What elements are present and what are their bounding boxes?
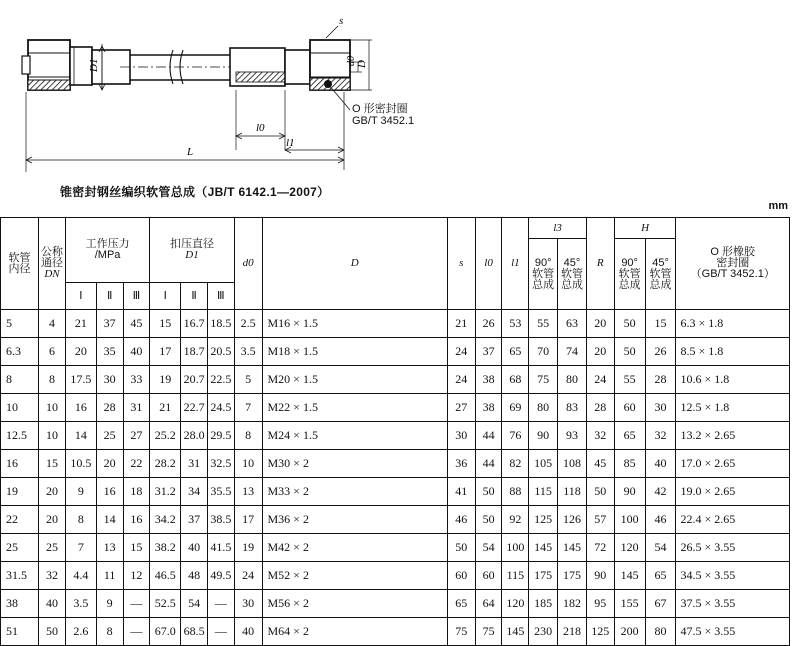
oring-callout [352,103,414,127]
table-row [1,506,790,534]
cell-pressure-i: 7 [65,534,96,562]
cell-seal-size: 22.4 × 2.65 [676,506,790,534]
header-crimp-I: Ⅰ [150,283,181,310]
cell-s: 36 [447,450,475,478]
cell-pressure-iii: 18 [123,478,150,506]
cell-l1: 92 [502,506,529,534]
cell-pressure-ii: 20 [96,450,123,478]
cell-pressure-iii: 22 [123,450,150,478]
cell-hose-id: 16 [1,450,39,478]
header-d0: d0 [234,218,262,310]
cell-crimp-i: 17 [150,338,181,366]
cell-l3-90: 80 [529,394,558,422]
cell-crimp-i: 52.5 [150,590,181,618]
table-row [1,478,790,506]
cell-seal-size: 17.0 × 2.65 [676,450,790,478]
cell-l1: 68 [502,366,529,394]
cell-l3-90: 55 [529,310,558,338]
cell-r: 57 [586,506,614,534]
cell-h-90: 155 [614,590,645,618]
cell-l0: 75 [475,618,502,646]
cell-pressure-i: 16 [65,394,96,422]
cell-pressure-i: 4.4 [65,562,96,590]
cell-h-45: 65 [645,562,676,590]
cell-thread-d: M36 × 2 [262,506,447,534]
cell-s: 30 [447,422,475,450]
cell-l3-45: 93 [558,422,587,450]
cell-l3-90: 175 [529,562,558,590]
header-pressure-I: Ⅰ [65,283,96,310]
cell-crimp-iii: 24.5 [207,394,234,422]
cell-h-90: 50 [614,338,645,366]
cell-thread-d: M30 × 2 [262,450,447,478]
cell-crimp-ii: 18.7 [181,338,208,366]
cell-l0: 37 [475,338,502,366]
cell-l1: 115 [502,562,529,590]
header-crimp-II: Ⅱ [181,283,208,310]
cell-l1: 82 [502,450,529,478]
cell-crimp-ii: 20.7 [181,366,208,394]
cell-l1: 69 [502,394,529,422]
cell-d0: 24 [234,562,262,590]
header-l1: l1 [502,218,529,310]
table-row [1,310,790,338]
cell-hose-id: 5 [1,310,39,338]
cell-s: 27 [447,394,475,422]
cell-nominal-dn: 50 [39,618,66,646]
cell-r: 90 [586,562,614,590]
header-pressure-III: Ⅲ [123,283,150,310]
cell-nominal-dn: 8 [39,366,66,394]
cell-hose-id: 6.3 [1,338,39,366]
cell-pressure-i: 14 [65,422,96,450]
header-hose-id: 软管 内径 [1,218,39,310]
cell-thread-d: M22 × 1.5 [262,394,447,422]
cell-crimp-iii: 32.5 [207,450,234,478]
header-seal: O 形橡胶 密封圈 （GB/T 3452.1） [676,218,790,310]
table-body [1,310,790,646]
dimension-s [326,15,343,38]
header-l3: l3 [529,218,587,239]
cell-pressure-ii: 13 [96,534,123,562]
cell-crimp-ii: 54 [181,590,208,618]
cell-s: 46 [447,506,475,534]
header-crimp-III: Ⅲ [207,283,234,310]
cell-pressure-i: 10.5 [65,450,96,478]
cell-crimp-ii: 31 [181,450,208,478]
right-nut [310,40,350,90]
table-row [1,366,790,394]
cell-nominal-dn: 10 [39,422,66,450]
cell-h-45: 80 [645,618,676,646]
cell-h-90: 100 [614,506,645,534]
cell-r: 125 [586,618,614,646]
cell-pressure-iii: 31 [123,394,150,422]
cell-l0: 54 [475,534,502,562]
cell-pressure-iii: 15 [123,534,150,562]
cell-nominal-dn: 25 [39,534,66,562]
cell-crimp-i: 21 [150,394,181,422]
cell-crimp-i: 38.2 [150,534,181,562]
cell-crimp-ii: 28.0 [181,422,208,450]
table-row [1,338,790,366]
cell-l3-90: 90 [529,422,558,450]
cell-pressure-iii: 45 [123,310,150,338]
cell-crimp-iii: 22.5 [207,366,234,394]
cell-crimp-iii: 41.5 [207,534,234,562]
cell-d0: 2.5 [234,310,262,338]
label-D: D [356,60,368,68]
cell-nominal-dn: 20 [39,478,66,506]
cell-l1: 53 [502,310,529,338]
cell-r: 32 [586,422,614,450]
header-H: H [614,218,676,239]
cell-h-90: 90 [614,478,645,506]
cell-seal-size: 12.5 × 1.8 [676,394,790,422]
cell-crimp-iii: — [207,590,234,618]
cell-l3-45: 126 [558,506,587,534]
cell-crimp-i: 25.2 [150,422,181,450]
label-l1: l1 [286,137,295,149]
cell-s: 24 [447,338,475,366]
table-row [1,618,790,646]
cell-pressure-i: 21 [65,310,96,338]
cell-crimp-i: 31.2 [150,478,181,506]
cell-l0: 50 [475,506,502,534]
cell-seal-size: 34.5 × 3.55 [676,562,790,590]
cell-nominal-dn: 6 [39,338,66,366]
cell-d0: 17 [234,506,262,534]
cell-thread-d: M18 × 1.5 [262,338,447,366]
cell-l3-45: 175 [558,562,587,590]
cell-pressure-ii: 16 [96,478,123,506]
label-s: s [339,15,344,27]
cell-seal-size: 47.5 × 3.55 [676,618,790,646]
right-socket [285,50,310,84]
cell-thread-d: M33 × 2 [262,478,447,506]
cell-pressure-iii: 27 [123,422,150,450]
cell-s: 24 [447,366,475,394]
cell-l0: 44 [475,450,502,478]
cell-d0: 10 [234,450,262,478]
header-pressure-II: Ⅱ [96,283,123,310]
cell-pressure-ii: 8 [96,618,123,646]
cell-thread-d: M56 × 2 [262,590,447,618]
spec-table [0,217,790,646]
cell-h-45: 15 [645,310,676,338]
cell-h-45: 42 [645,478,676,506]
cell-l3-90: 125 [529,506,558,534]
cell-l3-45: 182 [558,590,587,618]
cell-crimp-iii: — [207,618,234,646]
cell-h-90: 60 [614,394,645,422]
table-row [1,590,790,618]
header-crimp: 扣压直径 D1 [150,218,234,283]
cell-crimp-i: 67.0 [150,618,181,646]
cell-crimp-i: 19 [150,366,181,394]
cell-hose-id: 31.5 [1,562,39,590]
cell-pressure-i: 3.5 [65,590,96,618]
hose-assembly-drawing [0,0,800,178]
cell-hose-id: 51 [1,618,39,646]
cell-hose-id: 12.5 [1,422,39,450]
cell-l0: 64 [475,590,502,618]
cell-l3-90: 105 [529,450,558,478]
cell-crimp-i: 34.2 [150,506,181,534]
cell-nominal-dn: 10 [39,394,66,422]
cell-pressure-ii: 28 [96,394,123,422]
cell-l3-45: 63 [558,310,587,338]
cell-nominal-dn: 15 [39,450,66,478]
cell-l1: 120 [502,590,529,618]
cell-h-90: 145 [614,562,645,590]
cell-l1: 65 [502,338,529,366]
cell-d0: 3.5 [234,338,262,366]
cell-pressure-ii: 35 [96,338,123,366]
header-nominal: 公称 通径 DN [39,218,66,310]
header-H-45: 45° 软管 总成 [645,239,676,310]
cell-h-90: 50 [614,310,645,338]
cell-l3-90: 115 [529,478,558,506]
cell-h-45: 67 [645,590,676,618]
cell-d0: 40 [234,618,262,646]
table-row [1,562,790,590]
cell-crimp-iii: 29.5 [207,422,234,450]
cell-l1: 145 [502,618,529,646]
cell-h-45: 40 [645,450,676,478]
cell-crimp-ii: 16.7 [181,310,208,338]
cell-pressure-i: 8 [65,506,96,534]
header-R: R [586,218,614,310]
unit-label: mm [768,200,788,212]
cell-r: 95 [586,590,614,618]
table-caption: 锥密封钢丝编织软管总成（JB/T 6142.1—2007） [60,185,330,199]
oring-callout-line1: O 形密封圈 [352,103,408,115]
cell-crimp-iii: 38.5 [207,506,234,534]
cell-l0: 44 [475,422,502,450]
cell-s: 21 [447,310,475,338]
dimension-l1 [285,92,344,170]
cell-nominal-dn: 20 [39,506,66,534]
cell-l0: 38 [475,394,502,422]
cell-hose-id: 8 [1,366,39,394]
cell-l0: 50 [475,478,502,506]
cell-nominal-dn: 40 [39,590,66,618]
cell-s: 65 [447,590,475,618]
cell-crimp-i: 15 [150,310,181,338]
cell-r: 28 [586,394,614,422]
label-d1: D1 [88,58,100,72]
dimension-l0 [236,90,285,150]
cell-d0: 13 [234,478,262,506]
cell-pressure-ii: 25 [96,422,123,450]
cell-r: 45 [586,450,614,478]
cell-l3-90: 185 [529,590,558,618]
cell-thread-d: M24 × 1.5 [262,422,447,450]
cell-pressure-ii: 30 [96,366,123,394]
cell-l0: 60 [475,562,502,590]
table-row [1,450,790,478]
cell-l3-90: 145 [529,534,558,562]
cell-hose-id: 10 [1,394,39,422]
cell-pressure-iii: 16 [123,506,150,534]
cell-l3-45: 218 [558,618,587,646]
cell-h-90: 55 [614,366,645,394]
cell-seal-size: 8.5 × 1.8 [676,338,790,366]
cell-l3-90: 70 [529,338,558,366]
cell-l1: 76 [502,422,529,450]
cell-r: 24 [586,366,614,394]
cell-l1: 100 [502,534,529,562]
header-l0: l0 [475,218,502,310]
cell-hose-id: 25 [1,534,39,562]
header-pressure: 工作压力 /MPa [65,218,149,283]
header-H-90: 90° 软管 总成 [614,239,645,310]
cell-pressure-ii: 37 [96,310,123,338]
cell-s: 50 [447,534,475,562]
cell-pressure-iii: — [123,590,150,618]
cell-d0: 8 [234,422,262,450]
cell-d0: 7 [234,394,262,422]
hose-body [120,50,240,84]
cell-seal-size: 13.2 × 2.65 [676,422,790,450]
cell-h-90: 120 [614,534,645,562]
cell-hose-id: 19 [1,478,39,506]
cell-l3-90: 75 [529,366,558,394]
cell-d0: 30 [234,590,262,618]
cell-l3-45: 83 [558,394,587,422]
cell-crimp-ii: 48 [181,562,208,590]
cell-thread-d: M64 × 2 [262,618,447,646]
cell-hose-id: 22 [1,506,39,534]
cell-d0: 5 [234,366,262,394]
cell-crimp-iii: 35.5 [207,478,234,506]
cell-r: 50 [586,478,614,506]
cell-l3-45: 145 [558,534,587,562]
cell-r: 72 [586,534,614,562]
cell-h-45: 28 [645,366,676,394]
cell-thread-d: M20 × 1.5 [262,366,447,394]
cell-h-45: 54 [645,534,676,562]
cell-thread-d: M16 × 1.5 [262,310,447,338]
cell-crimp-i: 46.5 [150,562,181,590]
label-d0: d0 [346,56,357,66]
left-nut [22,40,70,90]
oring-callout-line2: GB/T 3452.1 [352,115,415,127]
cell-h-45: 30 [645,394,676,422]
cell-seal-size: 26.5 × 3.55 [676,534,790,562]
cell-thread-d: M42 × 2 [262,534,447,562]
dimension-L [26,92,344,172]
cell-pressure-iii: 33 [123,366,150,394]
cell-seal-size: 37.5 × 3.55 [676,590,790,618]
header-s: s [447,218,475,310]
cell-pressure-i: 20 [65,338,96,366]
table-row [1,394,790,422]
cell-crimp-ii: 22.7 [181,394,208,422]
cell-l3-45: 80 [558,366,587,394]
cell-d0: 19 [234,534,262,562]
cell-l3-90: 230 [529,618,558,646]
cell-l3-45: 74 [558,338,587,366]
cell-r: 20 [586,310,614,338]
table-row [1,534,790,562]
cell-pressure-i: 9 [65,478,96,506]
cell-crimp-iii: 20.5 [207,338,234,366]
cell-h-90: 200 [614,618,645,646]
cell-pressure-iii: 12 [123,562,150,590]
cell-l1: 88 [502,478,529,506]
cell-crimp-iii: 18.5 [207,310,234,338]
cell-crimp-ii: 37 [181,506,208,534]
cell-s: 75 [447,618,475,646]
cell-l3-45: 108 [558,450,587,478]
cell-crimp-i: 28.2 [150,450,181,478]
cell-h-45: 26 [645,338,676,366]
cell-crimp-ii: 68.5 [181,618,208,646]
cell-seal-size: 19.0 × 2.65 [676,478,790,506]
cell-pressure-i: 17.5 [65,366,96,394]
cell-pressure-ii: 11 [96,562,123,590]
cell-pressure-ii: 14 [96,506,123,534]
label-l0: l0 [256,122,265,134]
cell-l0: 38 [475,366,502,394]
cell-s: 60 [447,562,475,590]
cell-h-45: 46 [645,506,676,534]
cell-seal-size: 6.3 × 1.8 [676,310,790,338]
header-l3-45: 45° 软管 总成 [558,239,587,310]
header-D: D [262,218,447,310]
cell-hose-id: 38 [1,590,39,618]
cell-pressure-ii: 9 [96,590,123,618]
cell-pressure-iii: 40 [123,338,150,366]
cell-h-90: 65 [614,422,645,450]
cell-r: 20 [586,338,614,366]
cell-nominal-dn: 32 [39,562,66,590]
cell-nominal-dn: 4 [39,310,66,338]
cell-pressure-i: 2.6 [65,618,96,646]
label-L: L [187,146,194,158]
cell-crimp-ii: 34 [181,478,208,506]
cell-crimp-iii: 49.5 [207,562,234,590]
cell-h-90: 85 [614,450,645,478]
cell-seal-size: 10.6 × 1.8 [676,366,790,394]
table-row [1,422,790,450]
cell-l0: 26 [475,310,502,338]
cell-thread-d: M52 × 2 [262,562,447,590]
cell-l3-45: 118 [558,478,587,506]
cell-h-45: 32 [645,422,676,450]
cell-pressure-iii: — [123,618,150,646]
header-l3-90: 90° 软管 总成 [529,239,558,310]
cell-crimp-ii: 40 [181,534,208,562]
cell-s: 41 [447,478,475,506]
